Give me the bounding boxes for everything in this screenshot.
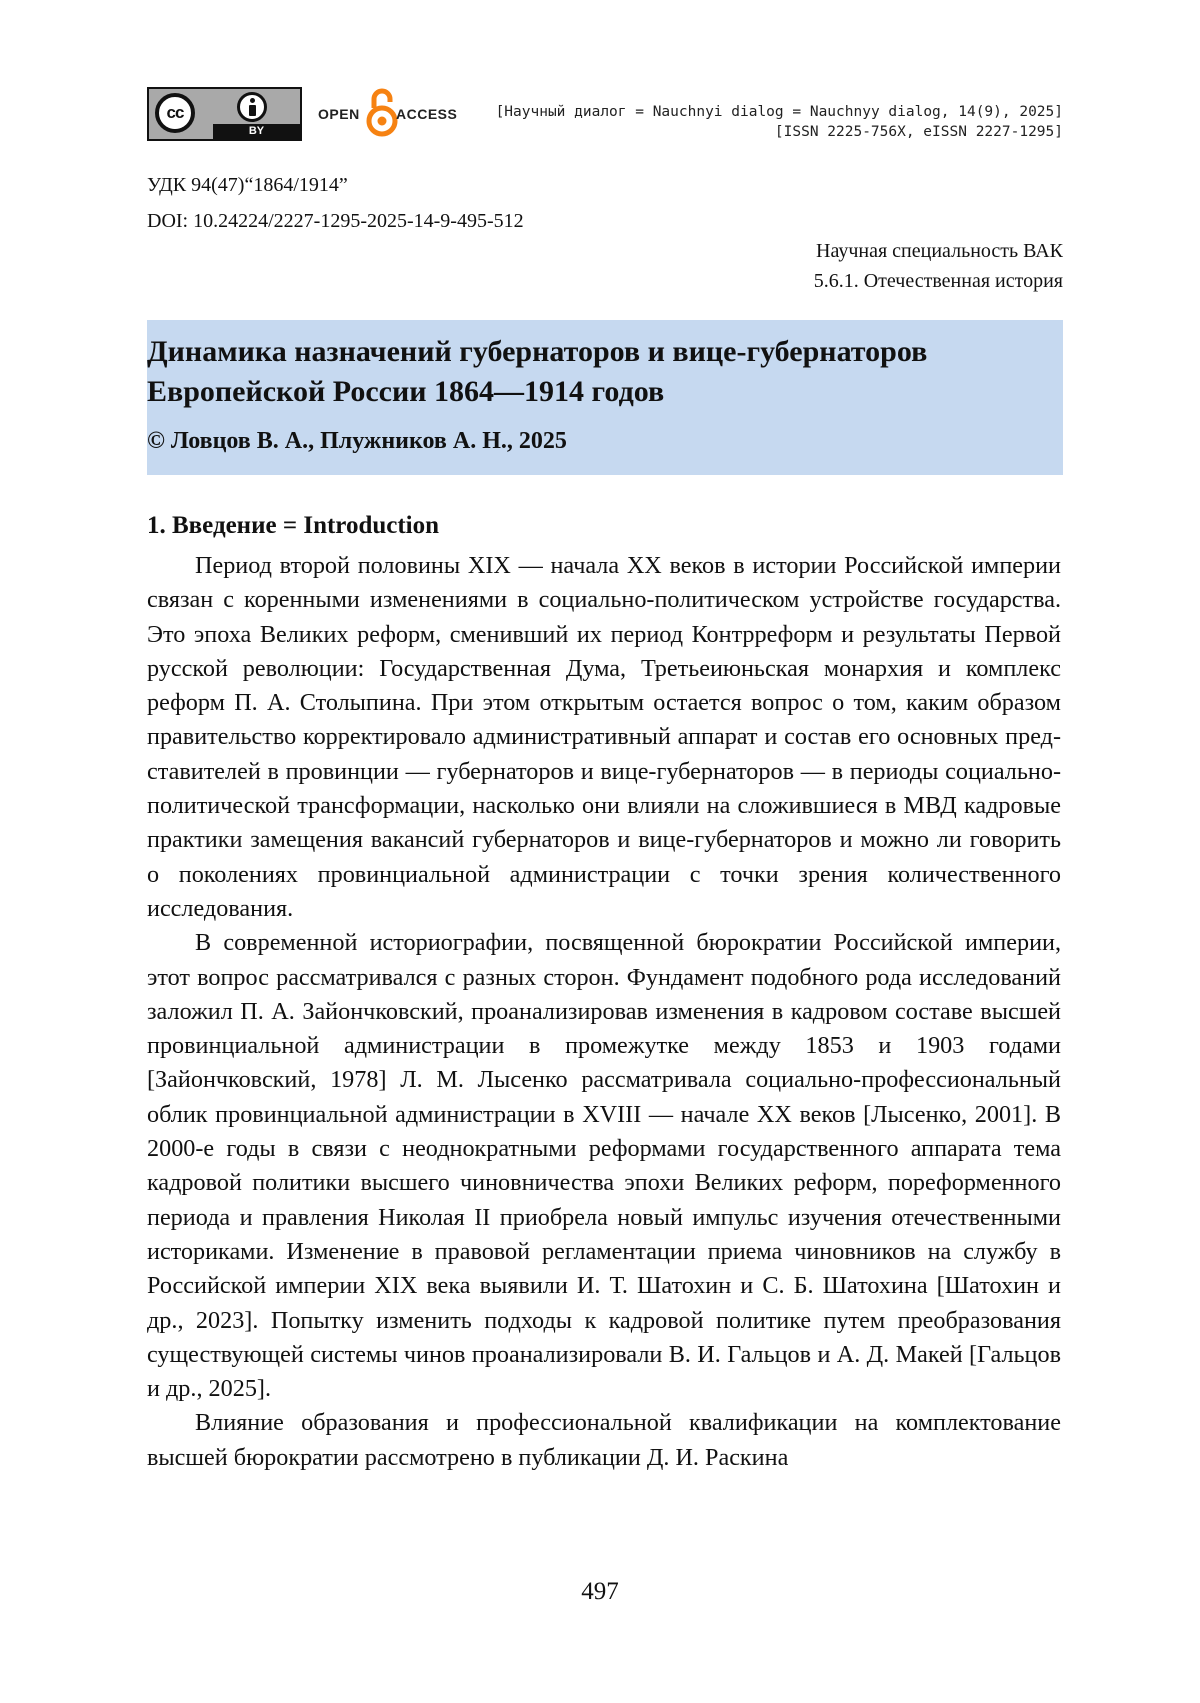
doi: DOI: 10.24224/2227-1295-2025-14-9-495-512 (147, 210, 524, 232)
open-access-lock-icon (366, 86, 398, 138)
title-line-2: Европейской России 1864—1914 годов (147, 375, 665, 408)
specialty-line-2: 5.6.1. Отечественная история (813, 270, 1063, 292)
paragraph: Период второй половины XIX — начала XX веков в истории Российской империи связан с коренными изменениями в социально-политическом устройстве государства. Это эпоха Великих реформ, сменивший их период Контрреформ и результаты Первой русской революции: Государственная Дума, Третьеиюньская монархия и комплекс реформ П. А. Столыпина. При этом открытым остается вопрос о том, каким образом правительство корректировало административный аппарат и состав его основных представителей в провинции — губернаторов и вице-губернаторов — в периоды социально-политической трансформации, насколько они влияли на сложившиеся в МВД кадровые практики замещения вакансий губернаторов и вице-губернаторов и можно ли говорить о поколениях провинциальной администрации с точки зрения количественного исследования. (147, 552, 1061, 922)
page-number: 497 (581, 1578, 619, 1605)
citation-journal-line: [Научный диалог = Nauchnyi dialog = Nauchnyy dialog, 14(9), 2025] (495, 104, 1063, 120)
title-band (147, 320, 1063, 475)
citation-issn-line: [ISSN 2225-756X, eISSN 2227-1295] (774, 124, 1063, 140)
cc-icon: cc (155, 93, 195, 133)
open-access-left-text: OPEN (318, 106, 360, 122)
paragraph: Влияние образования и профессиональной квалификации на комплектование высшей бюрократии рассмотрено в публикации Д. И. Раскина (147, 1409, 1061, 1471)
paragraph: В современной историографии, посвященной бюрократии Российской империи, этот вопрос рассматривался с разных сторон. Фундамент подобного рода исследований заложил П. А. Зайончковский, проанализировав изменения в кадровом составе высшей провинциальной администрации в промежутке между 1853 и 1903 годами [Зайончковский, 1978] Л. М. Лысенко рассматривала социально-профессиональный облик провинциальной администрации в XVIII — начале XX веков [Лысенко, 2001]. В 2000-е годы в связи с неоднократными реформами государственного аппарата тема кадровой политики высшего чиновничества эпохи Великих реформ, пореформенного периода и правления Николая II приобрела новый импульс изучения отечественными историками. Изменение в правовой регламентации приема чиновников на службу в Российской империи XIX века выявили И. Т. Шатохин и С. Б. Шатохина [Шатохин и др., 2023]. Попытку изменить подходы к кадровой политике путем преобразования существующей системы чинов проанализировали В. И. Гальцов и А. Д. Макей [Гальцов и др., 2025]. (147, 929, 1061, 1403)
open-access-right-text: ACCESS (396, 106, 458, 122)
by-label: BY (213, 124, 300, 139)
vak-specialty (814, 236, 1063, 296)
attribution-person-icon (237, 92, 267, 122)
udk-code: УДК 94(47)“1864/1914” (147, 174, 348, 196)
cc-by-license-badge (147, 87, 302, 141)
section-heading: 1. Введение = Introduction (147, 512, 440, 539)
body-text (147, 549, 1061, 1475)
authors-copyright: © Ловцов В. А., Плужников А. Н., 2025 (147, 428, 567, 454)
title-line-1: Динамика назначений губернаторов и вице-губернаторов (147, 335, 928, 368)
journal-citation (496, 102, 1063, 142)
specialty-line-1: Научная специальность ВАК (816, 240, 1063, 262)
article-title (147, 332, 1047, 412)
open-access-logo (318, 86, 464, 138)
